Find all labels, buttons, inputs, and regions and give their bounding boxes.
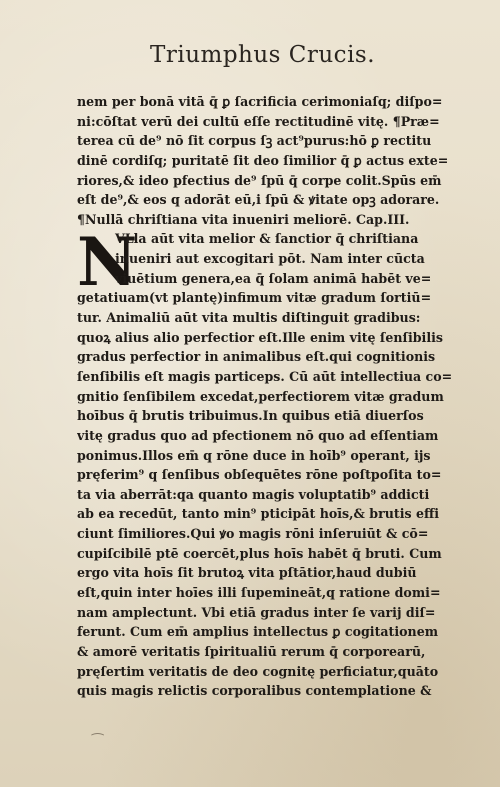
text-line: ni:cōſtat verū dei cultū eſſe rectitudinē vitę. ¶Præ= bbox=[77, 113, 440, 129]
text-line: ta via aberrāt:qa quanto magis voluptatib⁹ addicti bbox=[77, 486, 430, 502]
text-line: quoꝝ alius alio perfectior eſt.Ille enim vitę ſenſibilis bbox=[77, 329, 443, 345]
catchmark: ⁀ bbox=[92, 734, 104, 750]
body-text bbox=[77, 92, 477, 701]
text-line: hoībus q̄ brutis tribuimus.In quibus etiā diuerſos bbox=[77, 408, 424, 424]
text-line: viuētium genera,ea q̄ ſolam animā habēt ve= bbox=[115, 270, 432, 286]
text-line: pręferim⁹ q ſenſibus obſequētes rōne poſtpoſita to= bbox=[77, 467, 442, 483]
text-line: pręſertim veritatis de deo cognitę perficiatur,quāto bbox=[77, 663, 439, 679]
text-line: tur. Animaliū aūt vita multis diſtinguit gradibus: bbox=[77, 310, 421, 326]
text-line: gnitio ſenſibilem excedat,perfectiorem vitæ gradum bbox=[77, 388, 444, 404]
text-line: quis magis relictis corporalibus contemplatione & bbox=[77, 683, 432, 699]
text-line: ſenſibilis eſt magis particeps. Cū aūt intellectiua co= bbox=[77, 368, 453, 384]
text-line: & amorē veritatis ſpiritualiū rerum q̄ corporearū, bbox=[77, 643, 426, 659]
text-line: ciunt ſimiliores.Qui ꝟo magis rōni inſeruiūt & cō= bbox=[77, 526, 429, 542]
text-line: ferunt. Cum em̄ amplius intellectus ꝑ cogitationem bbox=[77, 624, 439, 640]
running-title: Triumphus Crucis. bbox=[150, 42, 376, 68]
text-line: VLla aūt vita melior & ſanctior q̄ chriſtiana bbox=[115, 231, 419, 247]
text-line: dinē cordiſq; puritatē ſit deo ſimilior q̄ ꝑ actus exte= bbox=[77, 152, 449, 168]
text-line: eſt,quin inter hoīes illi ſupemineāt,q ratione domi= bbox=[77, 585, 441, 601]
text-line: gradus perfectior in animalibus eſt.qui cognitionis bbox=[77, 349, 436, 365]
text-line: vitę gradus quo ad pfectionem nō quo ad eſſentiam bbox=[77, 427, 439, 443]
text-line: getatiuam(vt plantę)infimum vitæ gradum ſortiū= bbox=[77, 290, 432, 306]
drop-cap-initial: N bbox=[77, 223, 138, 301]
text-line: nam amplectunt. Vbi etiā gradus inter ſe varij diſ= bbox=[77, 604, 436, 620]
text-line: inueniri aut excogitari pōt. Nam inter cūcta bbox=[115, 251, 425, 267]
text-line: cupiſcibilē ptē coercēt,plus hoīs habēt q̄ bruti. Cum bbox=[77, 545, 442, 561]
text-line: nem per bonā vitā q̄ ꝑ ſacrificia cerimoniaſq; diſpo= bbox=[77, 94, 443, 109]
text-line: ab ea recedūt, tanto min⁹ pticipāt hoīs,& brutis effi bbox=[77, 506, 440, 522]
text-line: eſt de⁹,& eos q adorāt eū,i ſpū & ꝟitate opꝫ adorare. bbox=[77, 192, 440, 208]
text-line: ergo vita hoīs ſit brutoꝝ vita pſtātior,haud dubiū bbox=[77, 565, 417, 581]
text-line: terea cū de⁹ nō ſit corpus ſꝫ act⁹purus:hō ꝑ rectitu bbox=[77, 133, 432, 149]
text-line: ponimus.Illos em̄ q rōne duce in hoīb⁹ operant, ijs bbox=[77, 447, 431, 463]
text-line: riores,& ideo pfectius de⁹ ſpū q̄ corpe colit.Spūs em̄ bbox=[77, 172, 442, 188]
chapter-heading-line: ¶Nullā chriſtiana vita inueniri meliorē. Cap.III. bbox=[77, 211, 410, 227]
